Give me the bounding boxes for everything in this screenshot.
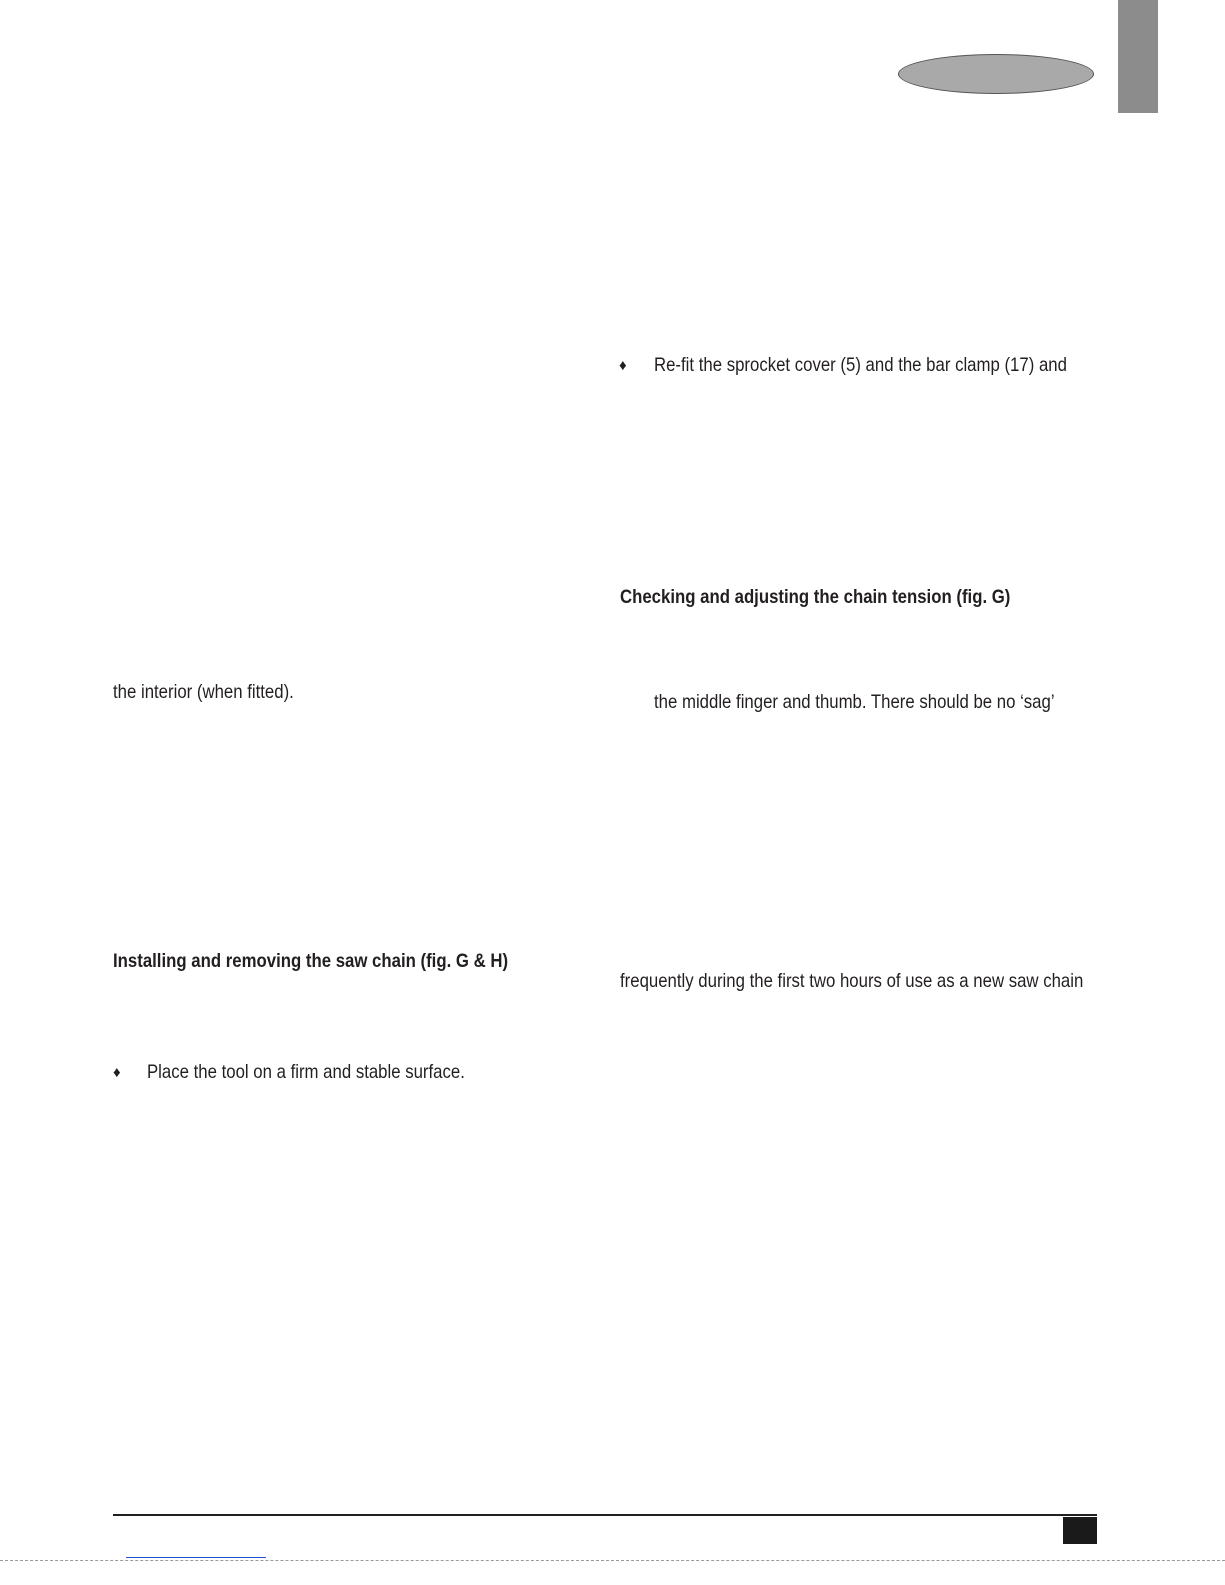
place-tool-instruction-text: Place the tool on a firm and stable surface. — [147, 1061, 465, 1083]
footer-rule — [113, 1514, 1097, 1516]
page-number-box — [1063, 1517, 1097, 1544]
refit-instruction-text: Re-fit the sprocket cover (5) and the bar clamp (17) and — [654, 354, 1067, 376]
interior-fitted-text: the interior (when fitted). — [113, 681, 294, 703]
language-oval-badge — [898, 54, 1094, 94]
frequently-check-text: frequently during the first two hours of use as a new saw chain — [620, 970, 1084, 992]
chain-tension-heading: Checking and adjusting the chain tension (fig. G) — [620, 586, 1011, 608]
middle-finger-instruction-text: the middle finger and thumb. There should be no ‘sag’ — [654, 691, 1055, 713]
language-tab-marker — [1118, 0, 1158, 113]
bullet-diamond-icon: ♦ — [113, 1064, 121, 1081]
install-saw-chain-heading: Installing and removing the saw chain (fig. G & H) — [113, 950, 509, 972]
footer-link-underline — [126, 1557, 266, 1558]
bullet-diamond-icon: ♦ — [619, 357, 627, 374]
crop-dashed-line — [0, 1560, 1225, 1561]
